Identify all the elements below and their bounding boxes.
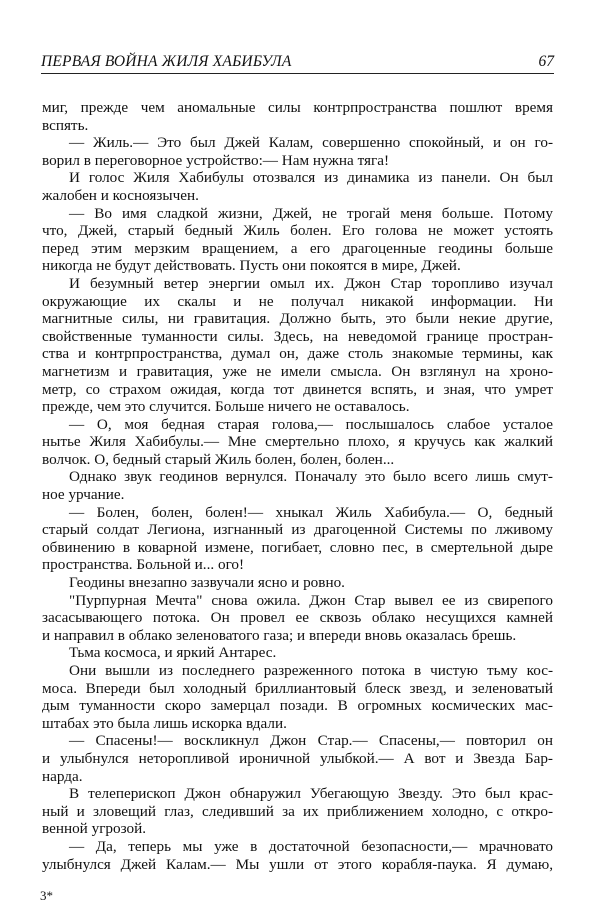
text-line: Они вышли из последнего разреженного потока в чистую тьму кос-	[69, 662, 553, 679]
text-line: — Болен, болен, болен!— хныкал Жиль Хабибула.— О, бедный	[69, 503, 553, 521]
text-line: — Во имя сладкой жизни, Джей, не трогай меня больше. Потому	[69, 204, 553, 222]
text-line: "Пурпурная Мечта" снова ожила. Джон Стар вывел ее из свирепого	[69, 591, 553, 609]
text-line: Тьма космоса, и яркий Антарес.	[69, 644, 277, 662]
text-line: штабах это была лишь искорка вдали.	[42, 714, 287, 732]
text-line: моса. Впереди был холодный бриллиантовый блеск звезд, и зеленоватый	[42, 679, 553, 697]
text-line: прежде, чем это случится. Больше ничего не оставалось.	[42, 398, 410, 416]
text-line: ный и зловещий глаз, следивший за их приближением холодно, с откро-	[42, 802, 553, 820]
page-number: 67	[538, 53, 554, 70]
text-line: метр, со страхом ожидая, когда тот двинется вспять, и зная, что умрет	[42, 380, 553, 398]
text-line: пространства. Больной и... ого!	[42, 556, 245, 574]
text-line: окружающие их скалы и не получал никакой информации. Ни	[42, 292, 553, 310]
running-title: ПЕРВАЯ ВОЙНА ЖИЛЯ ХАБИБУЛА	[41, 53, 292, 70]
text-line: ное урчание.	[42, 486, 125, 504]
text-line: ворил в переговорное устройство:— Нам нужна тяга!	[42, 151, 390, 169]
text-line: дым туманности скоро замерцал позади. В огромных космических мас-	[42, 697, 553, 715]
text-line: нарда.	[42, 767, 83, 785]
text-line: и направил в облако зеленоватого газа; и впереди вновь оказалась брешь.	[42, 626, 517, 644]
text-line: И безумный ветер энергии омыл их. Джон Стар торопливо изучал	[69, 274, 553, 292]
text-line: волчок. О, бедный старый Жиль болен, болен, болен...	[42, 450, 395, 468]
text-line: В телеперископ Джон обнаружил Убегающую Звезду. Это был крас-	[69, 785, 553, 803]
text-line: никогда не будут действовать. Пусть они покоятся в мире, Джей.	[42, 257, 461, 275]
text-line: вспять.	[42, 116, 89, 134]
text-line: что, Джей, старый бедный Жиль болен. Его голова не может устоять	[42, 222, 553, 240]
text-line: — Спасены!— воскликнул Джон Стар.— Спасены,— повторил он	[69, 732, 553, 750]
text-line: — Жиль.— Это был Джей Калам, совершенно спокойный, и он го-	[69, 134, 553, 152]
text-line: засасывающего потока. Он провел ее сквозь облако несущихся камней	[42, 609, 553, 627]
page-body-text	[42, 99, 553, 873]
text-line: старый солдат Легиона, изгнанный из драгоценной Системы по лживому	[42, 521, 553, 539]
signature-mark: 3*	[40, 888, 53, 903]
text-line: магнетизм и гравитация, уже не имели смысла. Он взглянул на хроно-	[42, 362, 553, 380]
text-line: магнитные силы, ни гравитация. Должно быть, это были некие другие,	[42, 310, 553, 328]
text-line: перед этим мерзким вращением, а его драгоценные геодины больше	[42, 239, 553, 257]
text-line: ства и контрпространства, думал он, даже столь знакомые термины, как	[42, 345, 553, 363]
text-line: Геодины внезапно зазвучали ясно и ровно.	[69, 574, 345, 592]
text-line: нытье Жиля Хабибулы.— Мне смертельно плохо, я кручусь как жалкий	[42, 433, 553, 451]
text-line: и улыбнулся неторопливой ироничной улыбкой.— А вот и Звезда Бар-	[42, 749, 553, 767]
text-line: — Да, теперь мы уже в достаточной безопасности,— мрачновато	[69, 837, 553, 855]
text-line: улыбнулся Джей Калам.— Мы ушли от этого корабля-паука. Я думаю,	[42, 855, 553, 873]
text-line: — О, моя бедная старая голова,— послышалось слабое усталое	[69, 415, 553, 433]
text-line: венной угрозой.	[42, 820, 147, 838]
running-header	[41, 53, 554, 74]
text-line: жалобен и косноязычен.	[42, 186, 199, 204]
text-line: обвинению в коварной измене, погибает, словно пес, в смертельной дыре	[42, 538, 553, 556]
text-line: миг, прежде чем аномальные силы контрпространства пошлют время	[42, 99, 553, 116]
text-line: свойственные туманности силы. Здесь, на неведомой границе простран-	[42, 327, 553, 345]
text-line: И голос Жиля Хабибулы отозвался из динамика из панели. Он был	[69, 169, 553, 187]
text-line: Однако звук геодинов вернулся. Поначалу это было всего лишь смут-	[69, 468, 553, 486]
